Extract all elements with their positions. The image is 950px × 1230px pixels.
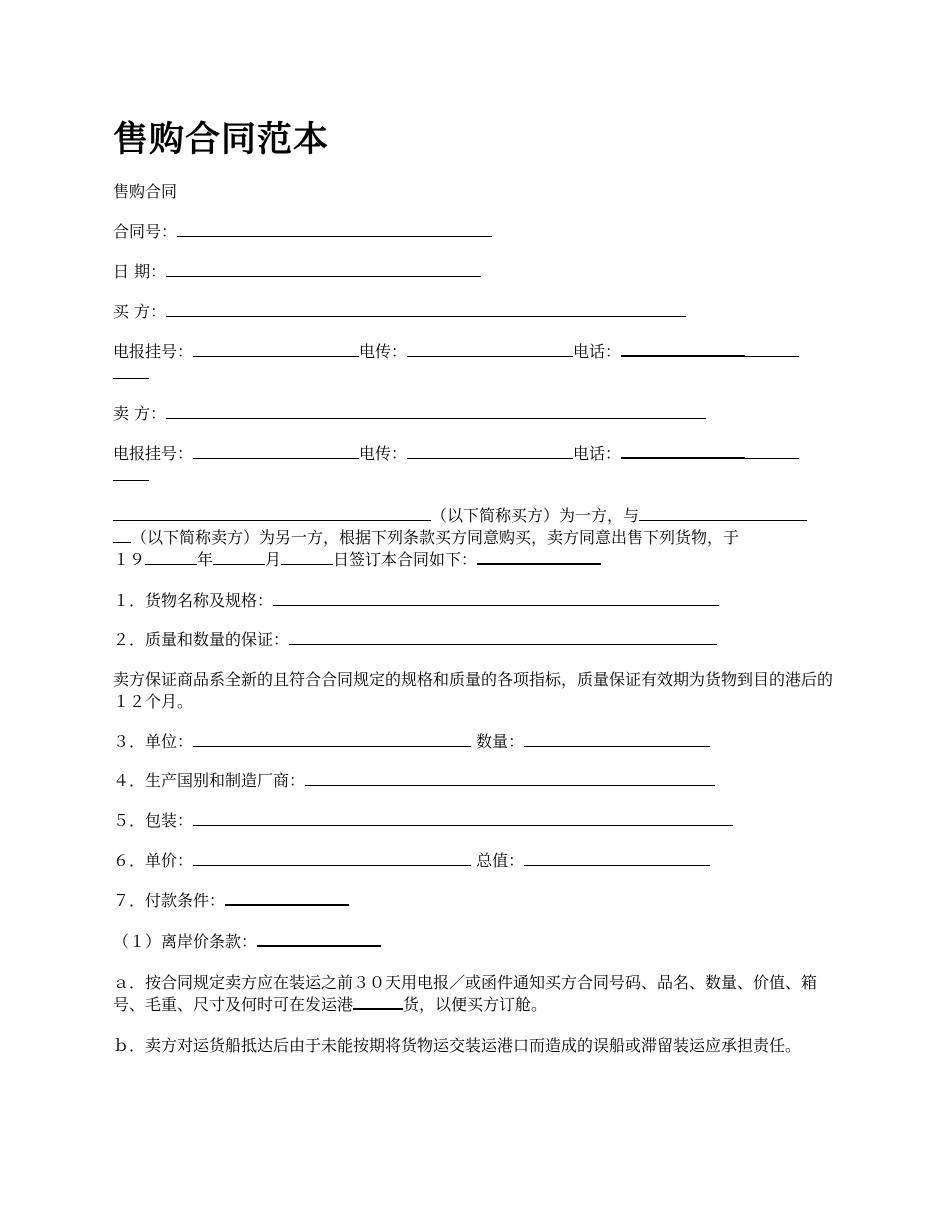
item-7-1-label: （１）离岸价条款： — [113, 932, 258, 951]
seller-contact-row-wrap — [113, 465, 149, 487]
item-2-row — [113, 629, 717, 651]
buyer-telegraph-blank[interactable] — [193, 342, 359, 357]
total-value-blank[interactable] — [524, 851, 710, 866]
item-7-row — [113, 890, 349, 912]
intro-text-2: （以下简称卖方）为另一方，根据下列条款买方同意购买，卖方同意出售下列货物，于 — [131, 528, 740, 547]
item-3-label: ３．单位： — [113, 732, 194, 751]
quantity-blank[interactable] — [524, 732, 710, 747]
clause-a-paragraph — [113, 972, 843, 1016]
unit-blank[interactable] — [193, 732, 471, 747]
contract-no-blank[interactable] — [177, 222, 492, 237]
seller-name-blank[interactable] — [639, 506, 807, 521]
item-7-label: ７．付款条件： — [113, 891, 226, 910]
buyer-row — [113, 301, 686, 323]
intro-text-1: （以下简称买方）为一方，与 — [431, 506, 640, 525]
intro-day-label: 日签订本合同如下： — [333, 550, 478, 569]
seller-row — [113, 403, 706, 425]
buyer-contact-row-wrap — [113, 363, 149, 385]
intro-year-label: 年 — [197, 550, 214, 569]
contract-subtitle: 售购合同 — [113, 182, 178, 201]
item-6-total-label: 总值： — [476, 851, 525, 870]
item-5-label: ５．包装： — [113, 811, 194, 830]
document-title: 售购合同范本 — [113, 120, 330, 160]
buyer-phone-blank-ext[interactable] — [745, 342, 799, 357]
clause-a-blank[interactable] — [353, 994, 403, 1010]
item-4-row — [113, 770, 715, 792]
seller-blank[interactable] — [166, 404, 706, 419]
buyer-phone-blank-wrap[interactable] — [113, 364, 149, 379]
seller-name-blank-wrap[interactable] — [113, 528, 131, 543]
buyer-phone-label: 电话： — [573, 342, 622, 361]
intro-month-label: 月 — [265, 550, 282, 569]
date-blank[interactable] — [166, 262, 481, 277]
buyer-contact-row — [113, 341, 799, 363]
clause-a-text: ａ．按合同规定卖方应在装运之前３０天用电报／或函件通知买方合同号码、品名、数量、价值、箱号、毛重、尺寸及何时可在发运港 — [113, 973, 818, 1014]
seller-telegraph-label: 电报挂号： — [113, 444, 194, 463]
month-blank[interactable] — [213, 550, 265, 565]
quality-paragraph: 卖方保证商品系全新的且符合合同规定的规格和质量的各项指标，质量保证有效期为货物到目的港后的１２个月。 — [113, 670, 834, 711]
buyer-blank[interactable] — [166, 302, 686, 317]
item-1-label: １．货物名称及规格： — [113, 591, 274, 610]
item-7-blank[interactable] — [225, 890, 349, 906]
seller-phone-label: 电话： — [573, 444, 622, 463]
seller-phone-blank-ext[interactable] — [745, 444, 799, 459]
item-3-qty-label: 数量： — [476, 732, 525, 751]
seller-phone-blank[interactable] — [621, 443, 745, 459]
buyer-telegraph-label: 电报挂号： — [113, 342, 194, 361]
item-1-row — [113, 590, 719, 612]
buyer-telex-label: 电传： — [359, 342, 408, 361]
clause-b-paragraph: ｂ．卖方对运货船抵达后由于未能按期将货物运交装运港口而造成的误船或滞留装运应承担责任。 — [113, 1036, 802, 1055]
item-4-label: ４．生产国别和制造厂商： — [113, 771, 306, 790]
intro-year-prefix: １９ — [113, 550, 146, 569]
seller-contact-row — [113, 443, 799, 465]
date-label: 日 期： — [113, 262, 167, 281]
item-4-blank[interactable] — [305, 771, 715, 786]
seller-label: 卖 方： — [113, 404, 167, 423]
unit-price-blank[interactable] — [193, 851, 471, 866]
item-6-label: ６．单价： — [113, 851, 194, 870]
seller-telegraph-blank[interactable] — [193, 444, 359, 459]
day-blank[interactable] — [281, 550, 333, 565]
sign-blank[interactable] — [477, 549, 601, 565]
intro-line-2 — [113, 527, 739, 549]
item-7-1-blank[interactable] — [257, 931, 381, 947]
intro-line-3 — [113, 549, 601, 571]
item-7-1-row — [113, 931, 381, 953]
seller-phone-blank-wrap[interactable] — [113, 466, 149, 481]
buyer-name-blank[interactable] — [113, 506, 431, 521]
item-1-blank[interactable] — [273, 591, 719, 606]
item-2-label: ２．质量和数量的保证： — [113, 630, 290, 649]
buyer-telex-blank[interactable] — [407, 342, 573, 357]
buyer-label: 买 方： — [113, 302, 167, 321]
contract-no-row — [113, 221, 492, 243]
clause-a-tail: 货，以便买方订舱。 — [403, 995, 548, 1014]
buyer-phone-blank[interactable] — [621, 341, 745, 357]
item-6-row — [113, 850, 710, 872]
intro-line-1 — [113, 505, 807, 527]
seller-telex-label: 电传： — [359, 444, 408, 463]
date-row — [113, 261, 481, 283]
contract-no-label: 合同号： — [113, 222, 178, 241]
item-3-row — [113, 731, 710, 753]
seller-telex-blank[interactable] — [407, 444, 573, 459]
item-5-row — [113, 810, 733, 832]
item-5-blank[interactable] — [193, 811, 733, 826]
item-2-blank[interactable] — [289, 630, 717, 645]
year-blank[interactable] — [145, 550, 197, 565]
